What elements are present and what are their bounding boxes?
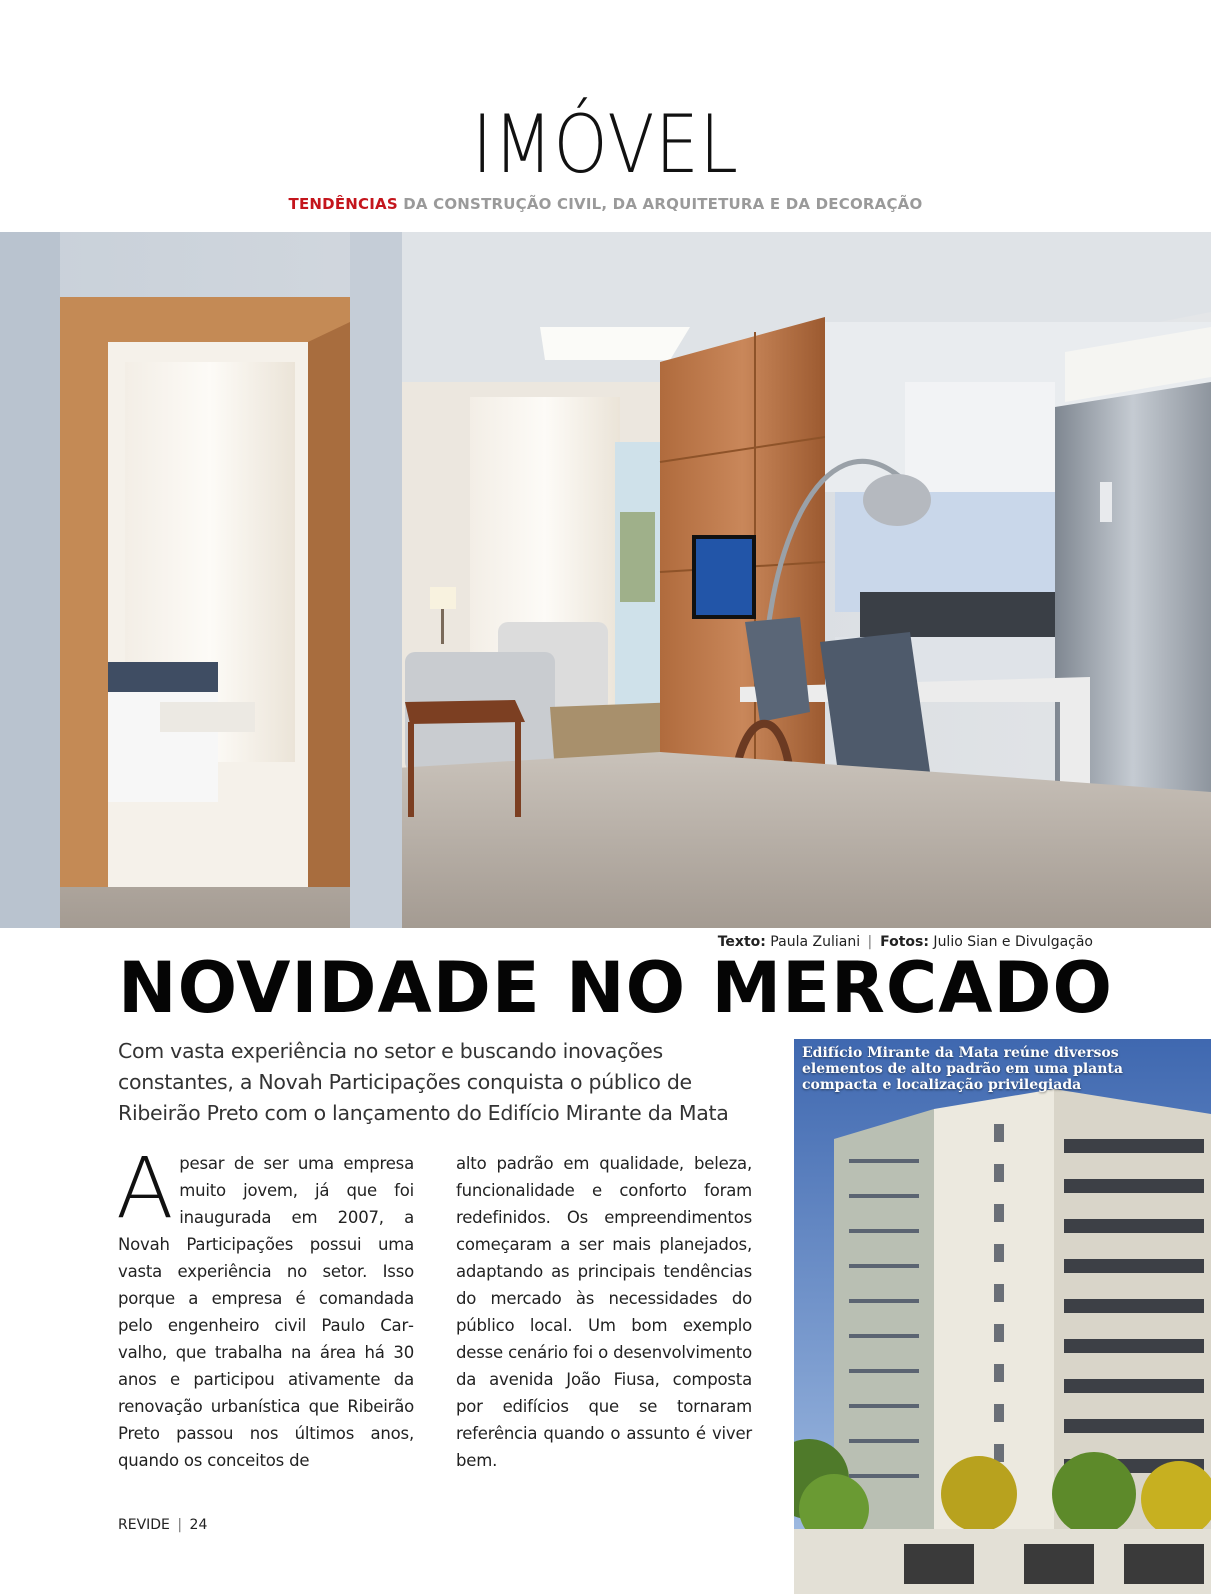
body-column-2: alto padrão em qualidade, beleza, funcionalidade e conforto foram redefinidos. Os empreendimentos começaram a ser mais planejados, adaptando as principais tendências do mercado às necessidades do público local. Um bom exemplo desse cenário foi o desenvolvimento da avenida João Fiusa, composta por edifícios que se tornaram referência quando o assunto é viver bem.	[456, 1154, 752, 1470]
hero-interior-photo	[0, 232, 1211, 928]
article-lede: Com vasta experiência no setor e buscando inovações constantes, a Novah Participações conquista o público de Ribeirão Preto com o lançamento do Edifício Mirante da Mata	[118, 1039, 729, 1125]
article-headline: NOVIDADE NO MERCADO	[118, 947, 1114, 1029]
drop-cap: A	[116, 1139, 174, 1237]
body-column-1-text: pesar de ser uma empresa muito jovem, já que foi inaugurada em 2007, a Novah Participações possui uma vasta experiência no setor. Isso porque a empresa é comandada pelo engenheiro civil Paulo Carvalho, que trabalha na área há 30 anos e participou ativamente da renovação urbanística que Ribeirão Preto passou nos últimos anos, quando os conceitos de	[118, 1154, 414, 1470]
section-subtitle	[0, 195, 1211, 213]
folio-magazine: REVIDE	[118, 1517, 170, 1533]
photo-caption: Edifício Mirante da Mata reúne diversos elementos de alto padrão em uma planta compacta e localização privilegiada	[802, 1045, 1123, 1093]
section-subtitle-rest: DA CONSTRUÇÃO CIVIL, DA ARQUITETURA E DA DECORAÇÃO	[397, 195, 923, 213]
credit-text-author: Paula Zuliani	[765, 934, 865, 950]
credit-separator: |	[867, 934, 873, 950]
folio-page-number: 24	[189, 1517, 208, 1533]
folio-separator: |	[177, 1517, 183, 1533]
page-folio	[118, 1517, 207, 1533]
section-title: IMÓVEL	[472, 98, 739, 191]
section-subtitle-accent: TENDÊNCIAS	[288, 195, 398, 213]
credit-photo-author: Julio Sian e Divulgação	[928, 934, 1093, 950]
credit-photo-label: Fotos:	[875, 934, 929, 950]
body-column-1	[116, 1139, 414, 1474]
building-photo	[794, 1039, 1211, 1594]
credit-text-label: Texto:	[717, 934, 766, 950]
